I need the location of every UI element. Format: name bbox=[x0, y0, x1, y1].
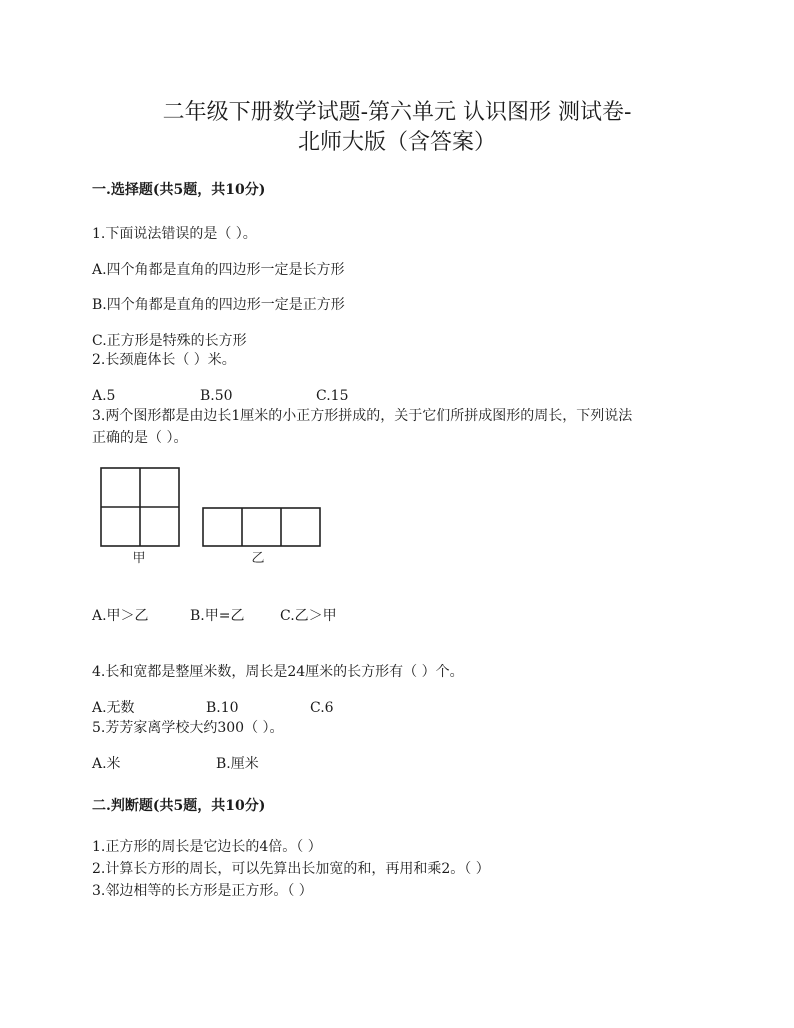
q4-option-b: B.10 bbox=[206, 700, 239, 716]
q2-option-b: B.50 bbox=[200, 388, 233, 404]
q5-option-a: A.米 bbox=[92, 756, 121, 772]
q3-text-line2: 正确的是（ ）。 bbox=[92, 430, 188, 446]
page-title-line1: 二年级下册数学试题-第六单元 认识图形 测试卷- bbox=[162, 100, 632, 125]
q2-text: 2.长颈鹿体长（ ）米。 bbox=[92, 352, 236, 368]
q5-option-b: B.厘米 bbox=[216, 756, 259, 772]
q2-option-a: A.5 bbox=[92, 388, 116, 404]
q3-option-a: A.甲＞乙 bbox=[92, 608, 149, 624]
q1-text: 1.下面说法错误的是（ ）。 bbox=[92, 226, 257, 242]
section2-heading: 二.判断题(共5题，共10分) bbox=[92, 798, 266, 814]
q4-option-a: A.无数 bbox=[92, 700, 135, 716]
judge-item-3: 3.邻边相等的长方形是正方形。（ ） bbox=[92, 883, 313, 899]
q2-options bbox=[92, 386, 348, 406]
q2-option-c: C.15 bbox=[316, 388, 349, 404]
judge-item-1: 1.正方形的周长是它边长的4倍。（ ） bbox=[92, 839, 322, 855]
q3-option-c: C.乙＞甲 bbox=[280, 608, 337, 624]
q4-option-c: C.6 bbox=[310, 700, 334, 716]
q1-option-c: C.正方形是特殊的长方形 bbox=[92, 333, 247, 349]
q1-option-b: B.四个角都是直角的四边形一定是正方形 bbox=[92, 297, 345, 313]
q5-options bbox=[92, 754, 259, 774]
shape-yi-outline bbox=[203, 508, 320, 546]
q1-option-a: A.四个角都是直角的四边形一定是长方形 bbox=[92, 262, 345, 278]
q3-figure bbox=[96, 464, 336, 574]
q4-text: 4.长和宽都是整厘米数，周长是24厘米的长方形有（ ）个。 bbox=[92, 664, 464, 680]
q3-text-line1: 3.两个图形都是由边长1厘米的小正方形拼成的，关于它们所拼成图形的周长，下列说法 bbox=[92, 408, 633, 424]
q4-options bbox=[92, 698, 334, 718]
page-title-line2: 北师大版（含答案） bbox=[297, 130, 496, 155]
judge-item-2: 2.计算长方形的周长，可以先算出长加宽的和，再用和乘2。（ ） bbox=[92, 861, 490, 877]
q3-options bbox=[92, 606, 337, 626]
label-jia: 甲 bbox=[132, 551, 146, 566]
q3-option-b: B.甲=乙 bbox=[190, 608, 245, 624]
q5-text: 5.芳芳家离学校大约300（ ）。 bbox=[92, 720, 284, 736]
label-yi: 乙 bbox=[251, 551, 265, 566]
section1-heading: 一.选择题(共5题，共10分) bbox=[92, 182, 266, 198]
